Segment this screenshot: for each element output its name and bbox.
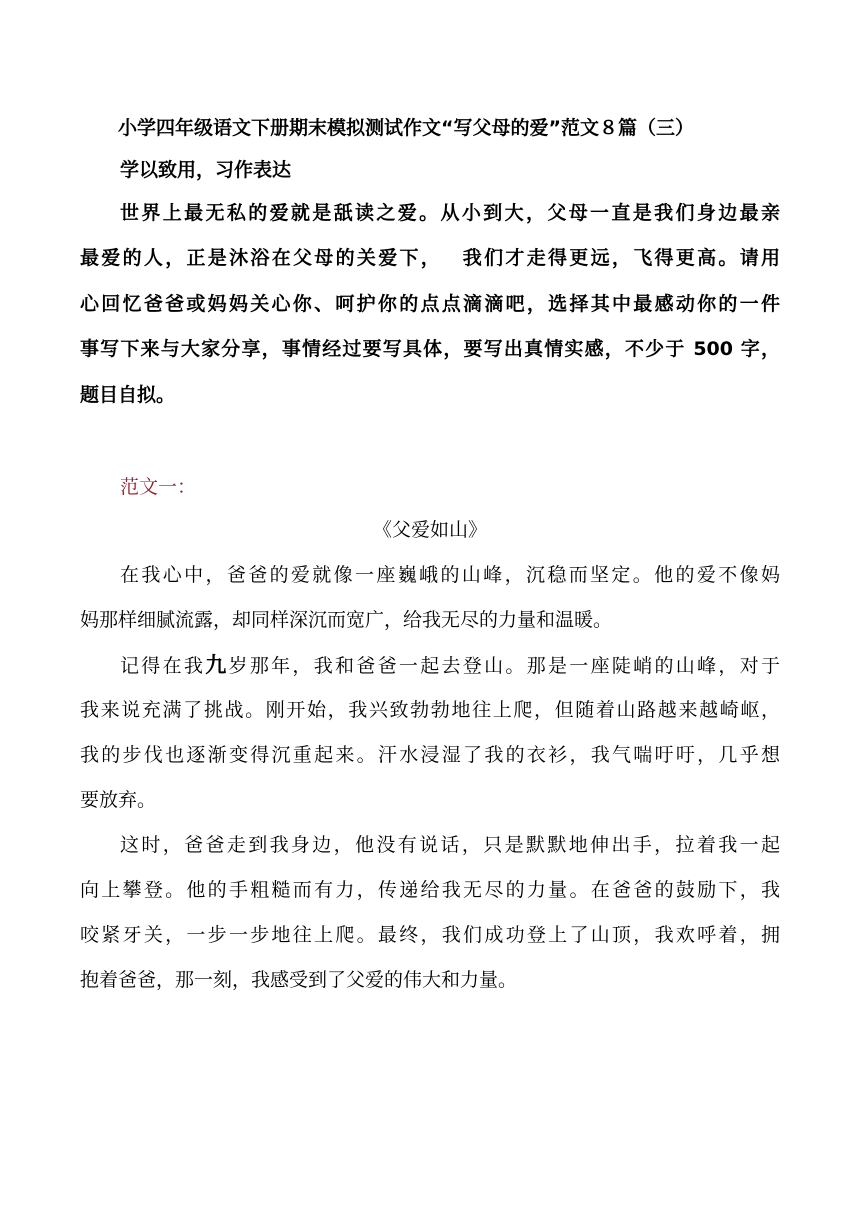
paragraph-2-line-4: 要放弃。 xyxy=(80,789,157,811)
paragraph-2-text: 记得在我 xyxy=(120,655,206,677)
document-title: 小学四年级语文下册期末模拟测试作文“写父母的爱”范文８篇（三） xyxy=(118,117,694,139)
prompt-line-1: 世界上最无私的爱就是舐读之爱。从小到大，父母一直是我们身边最亲 xyxy=(120,202,780,224)
subtitle: 学以致用，习作表达 xyxy=(120,159,292,181)
paragraph-2-text: 岁那年，我和爸爸一起去登山。那是一座陡峭的山峰，对于 xyxy=(228,655,780,677)
essay-title: 《父爱如山》 xyxy=(372,519,487,541)
section-label: 范文一： xyxy=(120,476,197,498)
paragraph-3-line-2: 向上攀登。他的手粗糙而有力，传递给我无尽的力量。在爸爸的鼓励下，我 xyxy=(80,879,780,901)
emphasized-numeral: 九 xyxy=(205,653,229,677)
prompt-line-3: 心回忆爸爸或妈妈关心你、呵护你的点点滴滴吧，选择其中最感动你的一件 xyxy=(80,293,780,315)
paragraph-3-line-3: 咬紧牙关，一步一步地往上爬。最终，我们成功登上了山顶，我欢呼着，拥 xyxy=(80,924,780,946)
paragraph-2-line-3: 我的步伐也逐渐变得沉重起来。汗水浸湿了我的衣衫，我气喘吁吁，几乎想 xyxy=(80,744,780,766)
paragraph-2-line-2: 我来说充满了挑战。刚开始，我兴致勃勃地往上爬，但随着山路越来越崎岖， xyxy=(80,699,780,721)
paragraph-2-line-1 xyxy=(120,651,780,680)
paragraph-3-line-4: 抱着爸爸，那一刻，我感受到了父爱的伟大和力量。 xyxy=(80,969,518,991)
prompt-line-5: 题目自拟。 xyxy=(80,384,176,406)
prompt-line-4: 事写下来与大家分享，事情经过要写具体，要写出真情实感，不少于 500 字， xyxy=(80,338,780,360)
paragraph-1-line-2: 妈那样细腻流露，却同样深沉而宽广，给我无尽的力量和温暖。 xyxy=(80,609,613,631)
prompt-line-2: 最爱的人，正是沐浴在父母的关爱下， 我们才走得更远，飞得更高。请用 xyxy=(80,247,780,269)
paragraph-3-line-1: 这时，爸爸走到我身边，他没有说话，只是默默地伸出手，拉着我一起 xyxy=(120,834,780,856)
paragraph-1-line-1: 在我心中，爸爸的爱就像一座巍峨的山峰，沉稳而坚定。他的爱不像妈 xyxy=(120,564,780,586)
